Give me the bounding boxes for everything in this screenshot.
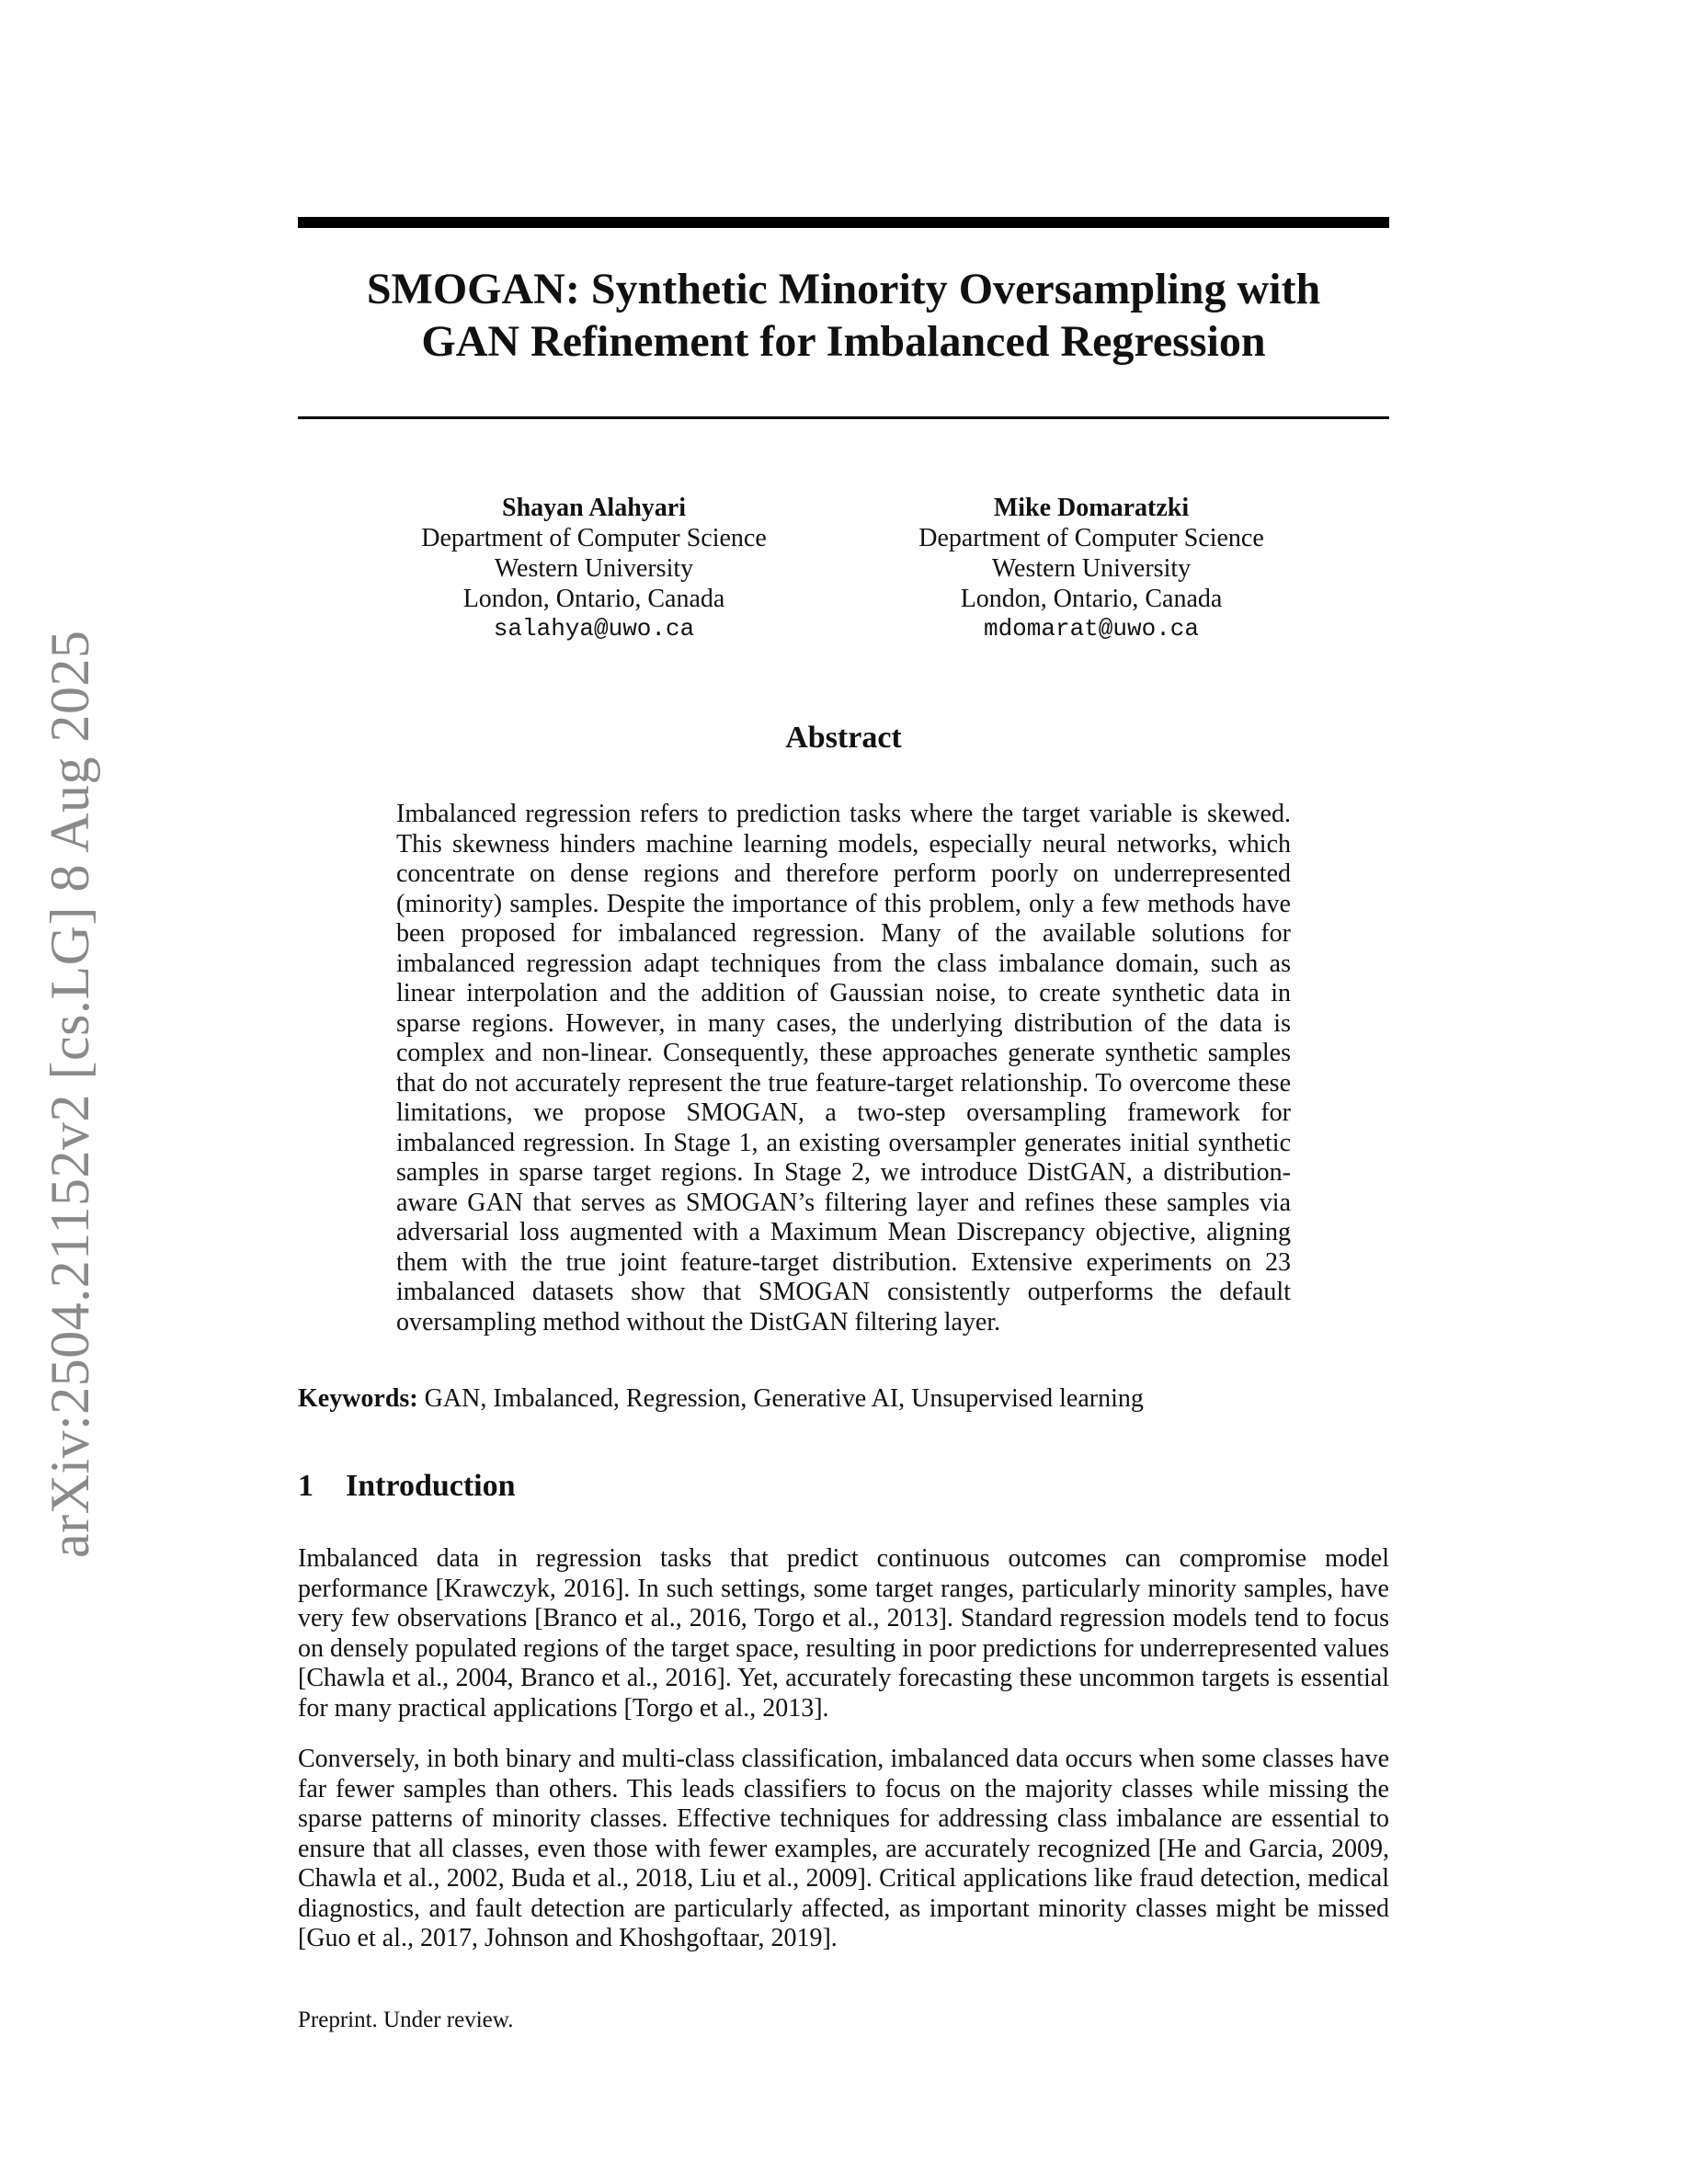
intro-paragraph-1: Imbalanced data in regression tasks that predict continuous outcomes can compromise model performance [Krawczyk, 2016]. In such settings, some target ranges, particularly minority samples, have very few observations [Branco et al., 2016, Torgo et al., 2013]. Standard regression models tend to focus on densely populated regions of the target space, resulting in poor predictions for underrepresented values [Chawla et al., 2004, Branco et al., 2016]. Yet, accurately forecasting these uncommon targets is essential for many practical applications [Torgo et al., 2013]. [298,1544,1389,1723]
paper-title [298,263,1389,368]
section-heading-introduction [298,1469,516,1504]
author-department: Department of Computer Science [918,524,1264,552]
author-email: salahya@uwo.ca [493,615,695,643]
title-line-1: SMOGAN: Synthetic Minority Oversampling with [366,265,1321,313]
author-name: Shayan Alahyari [502,494,686,522]
author-1 [382,493,805,644]
footer-note: Preprint. Under review. [298,2008,514,2032]
keywords-label: Keywords: [298,1384,418,1413]
title-line-2: GAN Refinement for Imbalanced Regression [421,317,1266,366]
intro-paragraph-2: Conversely, in both binary and multi-class classification, imbalanced data occurs when some classes have far fewer samples than others. This leads classifiers to focus on the majority classes while missing the sparse patterns of minority classes. Effective techniques for addressing class imbalance are essential to ensure that all classes, even those with fewer examples, are accurately recognized [He and Garcia, 2009, Chawla et al., 2002, Buda et al., 2018, Liu et al., 2009]. Critical applications like fraud detection, medical diagnostics, and fault detection are particularly affected, as important minority classes might be missed [Guo et al., 2017, Johnson and Khoshgoftaar, 2019]. [298,1745,1389,1952]
author-university: Western University [991,554,1192,583]
author-name: Mike Domaratzki [993,494,1190,522]
abstract-text: Imbalanced regression refers to prediction tasks where the target variable is skewed. This skewness hinders machine learning models, especially neural networks, which concentrate on dense regions and therefore perform poorly on underrepresented (minority) samples. Despite the importance of this problem, only a few methods have been proposed for imbalanced regression. Many of the available solutions for imbalanced regression adapt techniques from the class imbalance domain, such as linear interpolation and the addition of Gaussian noise, to create synthetic data in sparse regions. However, in many cases, the underlying distribution of the data is complex and non-linear. Consequently, these approaches generate synthetic samples that do not accurately represent the true feature-target relationship. To overcome these limitations, we propose SMOGAN, a two-step oversampling framework for imbalanced regression. In Stage 1, an existing oversampler generates initial synthetic samples in sparse target regions. In Stage 2, we introduce DistGAN, a distribution-aware GAN that serves as SMOGAN’s filtering layer and refines these samples via adversarial loss augmented with a Maximum Mean Discrepancy objective, aligning them with the true joint feature-target distribution. Extensive experiments on 23 imbalanced datasets show that SMOGAN consistently outperforms the default oversampling method without the DistGAN filtering layer. [396,800,1291,1337]
author-block [298,493,1389,649]
abstract-heading: Abstract [785,721,902,755]
keywords-list: GAN, Imbalanced, Regression, Generative AI, Unsupervised learning [424,1384,1144,1413]
author-department: Department of Computer Science [421,524,767,552]
arxiv-stamp: arXiv:2504.21152v2 [cs.LG] 8 Aug 2025 [40,630,100,1558]
author-location: London, Ontario, Canada [960,585,1223,613]
keywords [298,1383,1389,1414]
author-email: mdomarat@uwo.ca [983,615,1200,643]
author-university: Western University [494,554,694,583]
author-location: London, Ontario, Canada [462,585,725,613]
title-top-rule [298,217,1389,228]
author-2 [880,493,1303,644]
title-bottom-rule [298,416,1389,419]
section-number: 1 [298,1469,314,1503]
section-title: Introduction [346,1469,516,1503]
